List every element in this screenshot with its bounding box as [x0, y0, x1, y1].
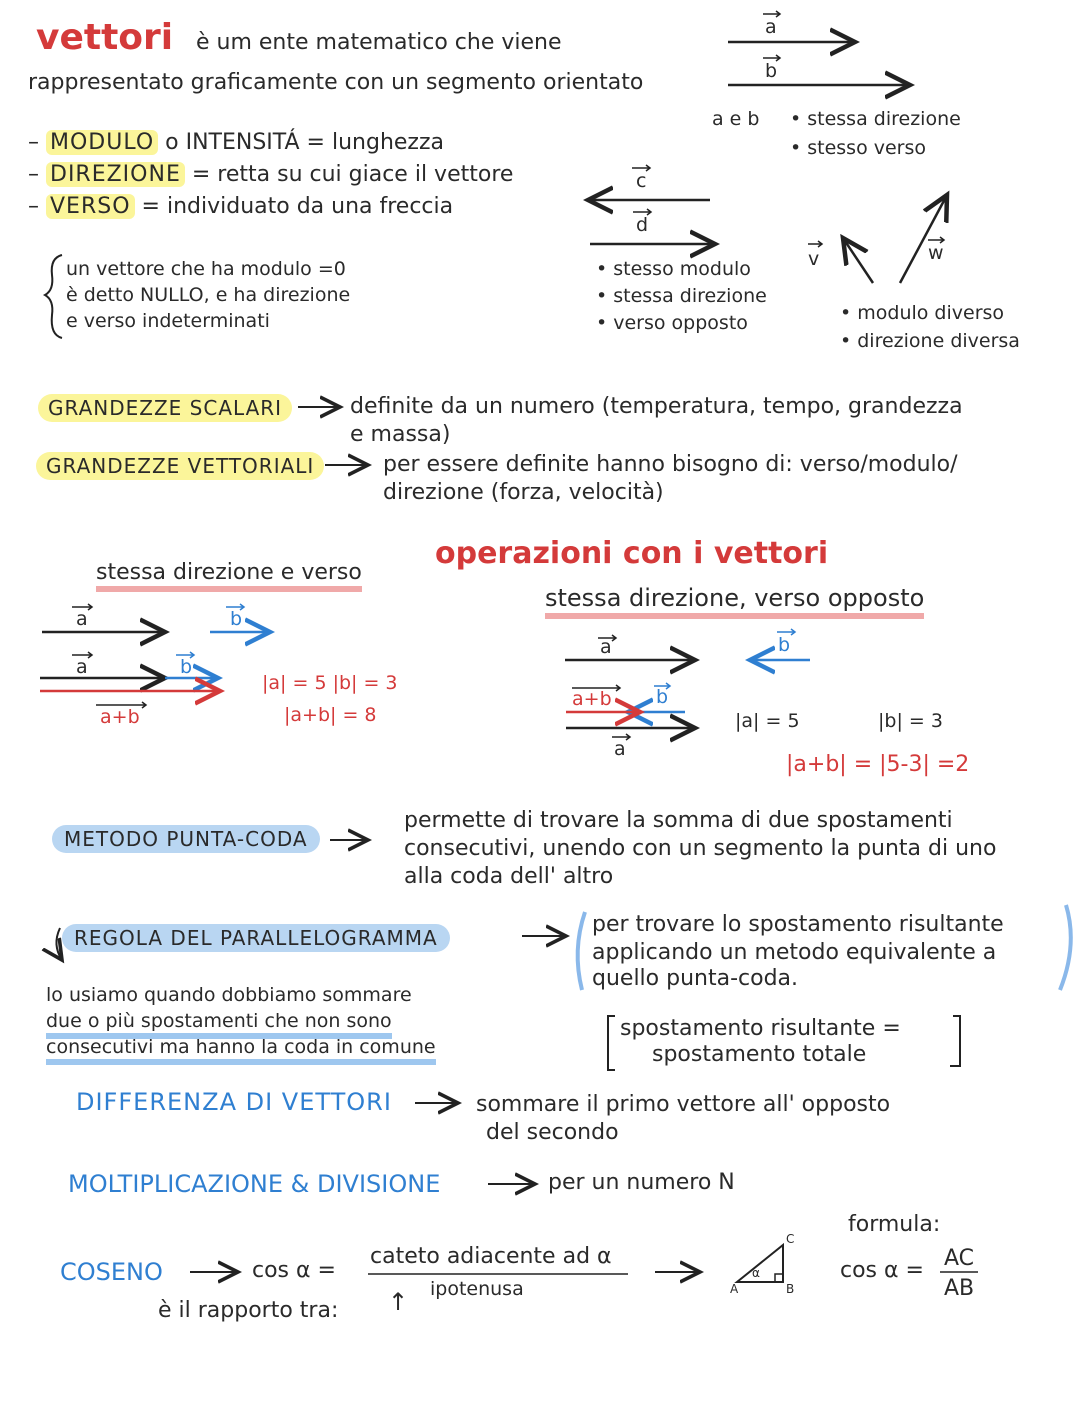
scalars-label: GRANDEZZE SCALARI: [38, 394, 292, 422]
opp-mod-b: |b| = 3: [878, 710, 943, 732]
difference-text-1: sommare il primo vettore all' opposto: [476, 1092, 891, 1117]
opposite-heading: stessa direzione, verso opposto: [545, 584, 924, 619]
vector-v-arrow: [843, 238, 873, 283]
opp-mod-a: |a| = 5: [735, 710, 800, 732]
box-text-1: spostamento risultante =: [620, 1016, 901, 1041]
triangle-label-a: A: [730, 1282, 739, 1296]
triangle-label-alpha: α: [752, 1266, 760, 1280]
null-vector-brace: [45, 255, 62, 338]
ab-prop-2: • stesso verso: [790, 137, 927, 159]
opp-result: |a+b| = |5-3| =2: [786, 752, 970, 777]
property-term-direzione: DIREZIONE: [46, 162, 185, 187]
multiplication-text: per un numero N: [548, 1170, 735, 1195]
definition-text-2: rappresentato graficamente con un segmento orientato: [28, 70, 644, 95]
property-rest-verso: = individuato da una freccia: [141, 194, 454, 219]
opp-label-a2: a: [614, 738, 626, 760]
difference-text-2: del secondo: [486, 1120, 619, 1145]
operations-title: operazioni con i vettori: [435, 536, 829, 571]
same-label-sum: a+b: [100, 706, 140, 728]
parallelogram-hook: [56, 928, 62, 960]
property-rest-direzione: = retta su cui giace il vettore: [191, 162, 514, 187]
property-rest-modulo: o INTENSITÁ = lunghezza: [165, 130, 445, 155]
vector-w-arrow: [900, 195, 947, 283]
punta-coda-label: METODO PUNTA-CODA: [52, 825, 320, 853]
parallelogram-use-3: consecutivi ma hanno la coda in comune: [46, 1036, 436, 1065]
cosine-ratio-arrow: ↑: [388, 1288, 409, 1316]
label-w: w: [928, 242, 944, 264]
vectorials-label: GRANDEZZE VETTORIALI: [36, 452, 324, 480]
definition-line-2: [28, 70, 643, 96]
opp-label-b: b: [778, 634, 791, 656]
cd-prop-1: • stesso modulo: [596, 258, 751, 280]
parallelogram-text-2: applicando un metodo equivalente a: [592, 940, 997, 965]
label-c: c: [636, 170, 647, 192]
parallelogram-use-2: due o più spostamenti che non sono: [46, 1010, 392, 1039]
ab-caption: a e b: [712, 108, 760, 130]
vectorials-text-1: per essere definite hanno bisogno di: verso/modulo/: [383, 452, 958, 477]
null-vector-line-1: un vettore che ha modulo =0: [66, 258, 346, 280]
cosine-ratio: è il rapporto tra:: [158, 1298, 339, 1323]
box-right-bracket: [950, 1016, 960, 1066]
opp-label-b2: b: [656, 686, 669, 708]
label-d: d: [636, 214, 649, 236]
label-b: b: [765, 60, 778, 82]
same-label-a2: a: [76, 656, 88, 678]
ab-prop-1: • stessa direzione: [790, 108, 961, 130]
property-term-modulo: MODULO: [46, 130, 158, 155]
cosine-denominator: ipotenusa: [430, 1278, 524, 1300]
cd-prop-1-text: stesso modulo: [613, 258, 751, 280]
bullet-dash: –: [28, 194, 46, 219]
right-angle-mark: [775, 1274, 783, 1282]
same-heading: stessa direzione e verso: [96, 560, 362, 592]
opp-label-a: a: [600, 636, 612, 658]
vectorials-text-2: direzione (forza, velocità): [383, 480, 664, 505]
same-label-a: a: [76, 608, 88, 630]
label-a: a: [765, 16, 777, 38]
vw-prop-2: • direzione diversa: [840, 330, 1020, 352]
vw-prop-1: • modulo diverso: [840, 302, 1005, 324]
cd-prop-2: • stessa direzione: [596, 285, 767, 307]
formula-num: AC: [944, 1246, 975, 1271]
definition-line-1: [196, 30, 562, 56]
formula-cos: cos α =: [840, 1258, 924, 1283]
formula-den: AB: [944, 1276, 975, 1301]
property-term-verso: VERSO: [46, 194, 135, 219]
page-title: vettori: [36, 17, 174, 58]
cosine-cos: cos α =: [252, 1258, 336, 1283]
box-text-2: spostamento totale: [652, 1042, 867, 1067]
parallelogram-label: REGOLA DEL PARALLELOGRAMMA: [62, 924, 450, 952]
cd-prop-3: • verso opposto: [596, 312, 748, 334]
bullet-dash: –: [28, 130, 46, 155]
property-modulo: [28, 130, 444, 156]
right-triangle: [737, 1245, 783, 1282]
punta-coda-text-1: permette di trovare la somma di due spostamenti: [404, 808, 953, 833]
label-v: v: [808, 248, 820, 270]
cosine-numerator: cateto adiacente ad α: [370, 1244, 612, 1269]
parallelogram-left-bracket: [578, 912, 585, 990]
same-label-b2: b: [180, 656, 193, 678]
parallelogram-use-1: lo usiamo quando dobbiamo sommare: [46, 984, 412, 1006]
definition-text-1: è um ente matematico che viene: [196, 30, 562, 55]
difference-label: DIFFERENZA DI VETTORI: [76, 1088, 392, 1116]
property-direzione: [28, 162, 513, 188]
triangle-label-c: C: [786, 1232, 795, 1246]
scalars-text-2: e massa): [350, 422, 451, 447]
opp-label-sum: a+b: [572, 688, 612, 710]
punta-coda-text-2: consecutivi, unendo con un segmento la punta di uno: [404, 836, 997, 861]
punta-coda-text-3: alla coda dell' altro: [404, 864, 614, 889]
cd-prop-3-text: verso opposto: [613, 312, 748, 334]
ab-prop-1-text: stessa direzione: [807, 108, 961, 130]
ab-prop-2-text: stesso verso: [807, 137, 927, 159]
bullet-dash: –: [28, 162, 46, 187]
vw-prop-2-text: direzione diversa: [857, 330, 1020, 352]
box-left-bracket: [608, 1016, 615, 1070]
parallelogram-text-3: quello punta-coda.: [592, 966, 799, 991]
same-formula-1: |a| = 5 |b| = 3: [262, 672, 398, 694]
formula-label: formula:: [848, 1212, 941, 1237]
parallelogram-right-bracket: [1060, 905, 1071, 990]
multiplication-label: MOLTIPLICAZIONE & DIVISIONE: [68, 1170, 441, 1198]
triangle-label-b: B: [786, 1282, 795, 1296]
cosine-label: COSENO: [60, 1258, 163, 1286]
null-vector-line-2: è detto NULLO, e ha direzione: [66, 284, 351, 306]
same-label-b: b: [230, 608, 243, 630]
same-formula-2: |a+b| = 8: [284, 704, 377, 726]
parallelogram-text-1: per trovare lo spostamento risultante: [592, 912, 1004, 937]
scalars-text-1: definite da un numero (temperatura, tempo, grandezza: [350, 394, 963, 419]
vw-prop-1-text: modulo diverso: [857, 302, 1005, 324]
cd-prop-2-text: stessa direzione: [613, 285, 767, 307]
null-vector-line-3: e verso indeterminati: [66, 310, 270, 332]
property-verso: [28, 194, 453, 220]
